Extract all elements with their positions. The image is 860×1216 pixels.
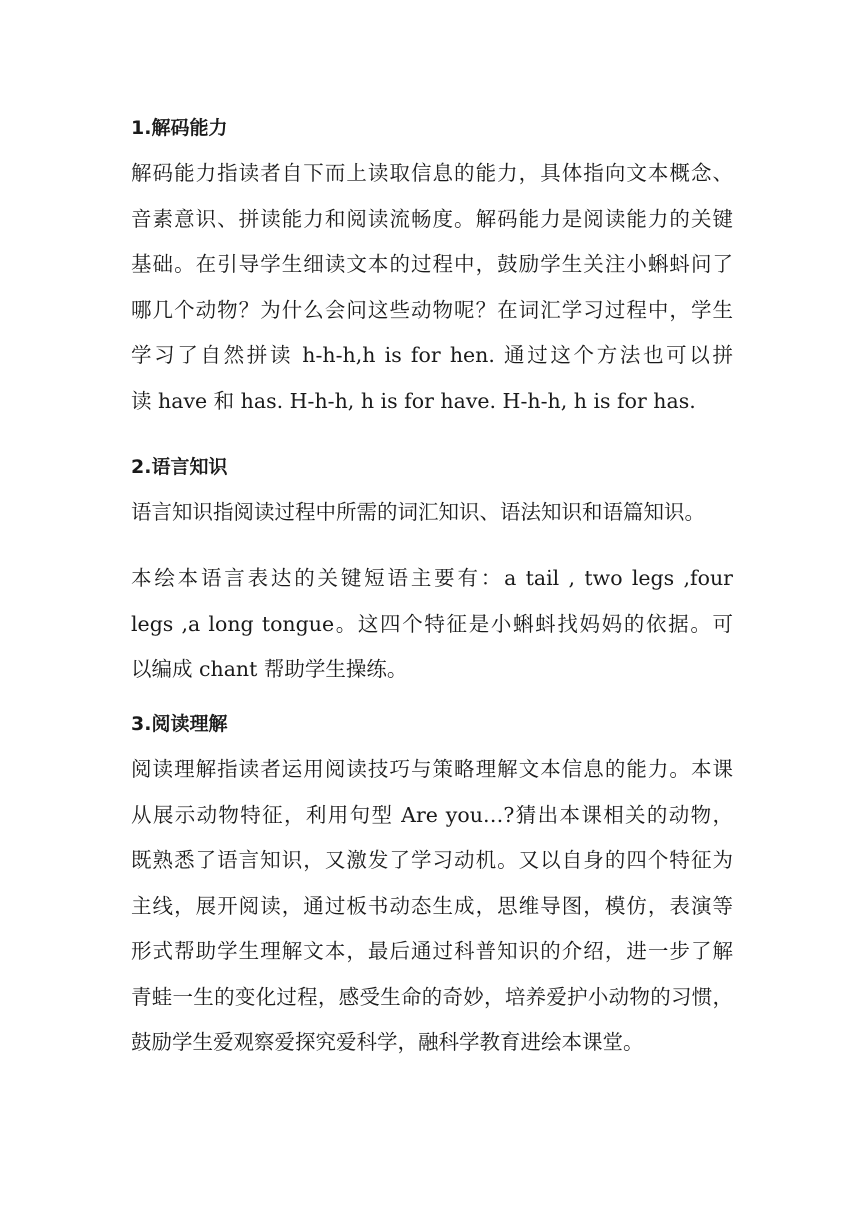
text-line: 哪几个动物？为什么会问这些动物呢？在词汇学习过程中，学生 — [131, 297, 733, 322]
text-line: 解码能力指读者自下而上读取信息的能力，具体指向文本概念、 — [131, 161, 733, 185]
section-heading-language-knowledge: 2.语言知识 — [131, 456, 228, 478]
text-line: 从展示动物特征，利用句型 Are you…?猜出本课相关的动物， — [131, 802, 733, 827]
text-line: 形式帮助学生理解文本，最后通过科普知识的介绍，进一步了解 — [131, 939, 733, 963]
text-line: 本绘本语言表达的关键短语主要有：a tail , two legs ,four — [131, 566, 733, 590]
paragraph-language-knowledge-2 — [131, 565, 733, 702]
text-line: 青蛙一生的变化过程，感受生命的奇妙，培养爱护小动物的习惯， — [131, 984, 733, 1009]
text-line: 主线，展开阅读，通过板书动态生成，思维导图，模仿，表演等 — [131, 893, 733, 918]
text-line: legs ,a long tongue。这四个特征是小蝌蚪找妈妈的依据。可 — [131, 611, 733, 636]
section-heading-reading-comprehension: 3.阅读理解 — [131, 713, 228, 735]
text-line: 语言知识指阅读过程中所需的词汇知识、语法知识和语篇知识。 — [131, 500, 705, 524]
text-line: 学习了自然拼读 h-h-h,h is for hen. 通过这个方法也可以拼 — [131, 343, 733, 367]
paragraph-decoding — [131, 160, 733, 433]
text-line: 既熟悉了语言知识，又激发了学习动机。又以自身的四个特征为 — [131, 848, 733, 872]
text-line: 基础。在引导学生细读文本的过程中，鼓励学生关注小蝌蚪问了 — [131, 252, 733, 276]
text-line: 音素意识、拼读能力和阅读流畅度。解码能力是阅读能力的关键 — [131, 206, 733, 231]
text-line: 读 have 和 has. H-h-h, h is for have. H-h-h, h is for has. — [131, 388, 696, 413]
text-line: 鼓励学生爱观察爱探究爱科学，融科学教育进绘本课堂。 — [131, 1030, 644, 1054]
text-line: 以编成 chant 帮助学生操练。 — [131, 657, 408, 681]
paragraph-reading-comprehension — [131, 756, 733, 1075]
section-heading-decoding: 1.解码能力 — [131, 117, 228, 139]
paragraph-language-knowledge-1 — [131, 499, 733, 545]
text-line: 阅读理解指读者运用阅读技巧与策略理解文本信息的能力。本课 — [131, 757, 733, 781]
